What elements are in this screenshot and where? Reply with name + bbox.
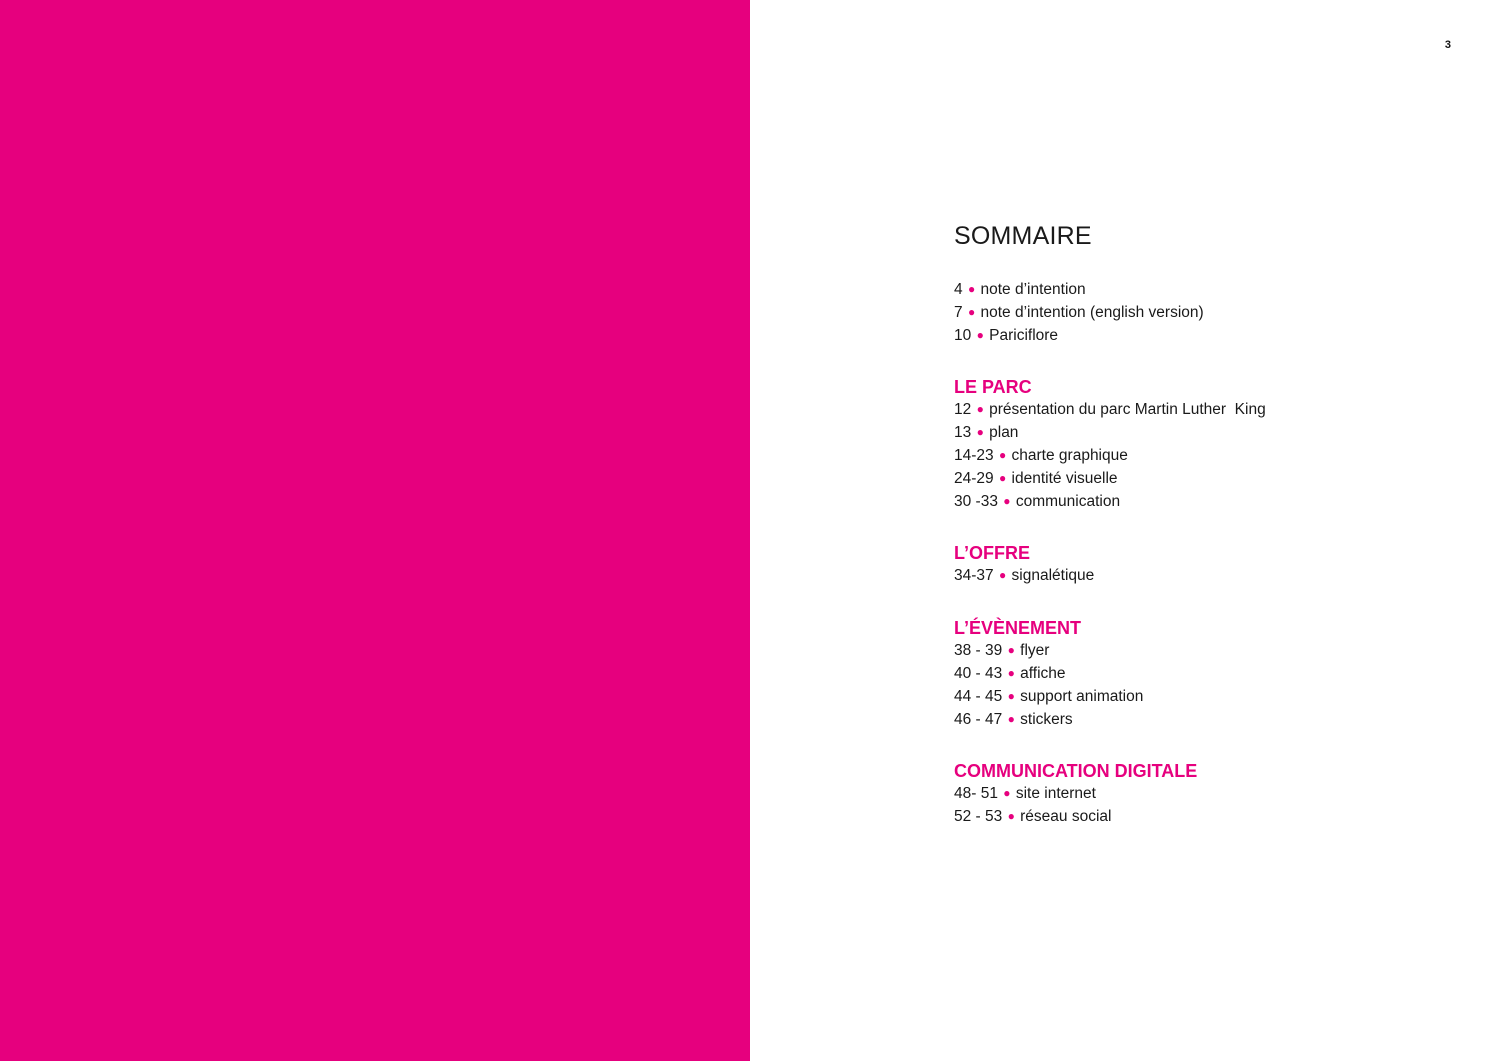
bullet-dot-icon: ● bbox=[998, 470, 1007, 485]
entry-label: stickers bbox=[1020, 710, 1073, 728]
entry-pages: 46 - 47 bbox=[954, 710, 1003, 728]
entry-label: site internet bbox=[1015, 785, 1096, 803]
bullet-dot-icon: ● bbox=[976, 425, 984, 440]
page-number: 3 bbox=[1444, 39, 1451, 51]
toc-section-l-evenement bbox=[954, 616, 1454, 731]
bullet-dot-icon: ● bbox=[1007, 711, 1015, 726]
toc-entry bbox=[954, 806, 1454, 829]
bullet-dot-icon: ● bbox=[1003, 493, 1011, 508]
bullet-dot-icon: ● bbox=[1007, 809, 1015, 824]
bullet-dot-icon: ● bbox=[967, 304, 976, 319]
toc-entry bbox=[954, 279, 1454, 302]
toc-entry bbox=[954, 468, 1454, 491]
toc-intro bbox=[954, 279, 1454, 347]
entry-pages: 24-29 bbox=[954, 469, 994, 487]
entry-pages: 48- 51 bbox=[954, 785, 998, 803]
bullet-dot-icon: ● bbox=[998, 568, 1007, 583]
toc-entry bbox=[954, 709, 1454, 732]
bullet-dot-icon: ● bbox=[1003, 786, 1011, 801]
entry-pages: 44 - 45 bbox=[954, 687, 1003, 705]
entry-pages: 34-37 bbox=[954, 567, 994, 585]
toc-entry bbox=[954, 491, 1454, 514]
bullet-dot-icon: ● bbox=[1007, 665, 1015, 680]
entry-label: réseau social bbox=[1020, 808, 1112, 826]
entry-label: charte graphique bbox=[1011, 446, 1128, 464]
bullet-dot-icon: ● bbox=[998, 447, 1007, 462]
right-page bbox=[750, 0, 1500, 1061]
toc-section-l-offre bbox=[954, 541, 1454, 588]
toc-entry bbox=[954, 663, 1454, 686]
entry-label: communication bbox=[1015, 492, 1121, 510]
entry-label: note d’intention bbox=[980, 281, 1086, 298]
bullet-dot-icon: ● bbox=[967, 282, 976, 296]
entry-pages: 52 - 53 bbox=[954, 808, 1003, 826]
entry-label: plan bbox=[989, 424, 1019, 442]
toc-entry bbox=[954, 399, 1454, 422]
entry-pages: 7 bbox=[954, 303, 963, 321]
table-of-contents bbox=[954, 220, 1454, 857]
section-heading: COMMUNICATION DIGITALE bbox=[954, 761, 1198, 782]
toc-entry bbox=[954, 783, 1454, 806]
entry-label: note d’intention (english version) bbox=[980, 303, 1204, 321]
entry-pages: 4 bbox=[954, 281, 963, 298]
entry-label: support animation bbox=[1020, 687, 1144, 705]
bullet-dot-icon: ● bbox=[976, 327, 984, 342]
section-heading: L’ÉVÈNEMENT bbox=[954, 618, 1082, 639]
entry-pages: 38 - 39 bbox=[954, 642, 1003, 660]
entry-label: présentation du parc Martin Luther King bbox=[989, 401, 1266, 419]
toc-entry bbox=[954, 422, 1454, 445]
toc-entry bbox=[954, 445, 1454, 468]
toc-entry bbox=[954, 565, 1454, 588]
section-heading: LE PARC bbox=[954, 377, 1032, 398]
bullet-dot-icon: ● bbox=[1007, 688, 1015, 703]
entry-pages: 14-23 bbox=[954, 446, 994, 464]
toc-section-communication-digitale bbox=[954, 759, 1454, 829]
entry-label: identité visuelle bbox=[1011, 469, 1118, 487]
bullet-dot-icon: ● bbox=[976, 402, 984, 417]
entry-pages: 12 bbox=[954, 401, 972, 419]
entry-pages: 30 -33 bbox=[954, 492, 998, 510]
entry-label: flyer bbox=[1020, 642, 1050, 660]
toc-entry bbox=[954, 640, 1454, 663]
entry-label: signalétique bbox=[1011, 567, 1095, 585]
entry-label: affiche bbox=[1020, 664, 1066, 682]
section-heading: L’OFFRE bbox=[954, 543, 1030, 564]
toc-entry bbox=[954, 325, 1454, 348]
toc-section-le-parc bbox=[954, 375, 1454, 513]
entry-pages: 40 - 43 bbox=[954, 664, 1003, 682]
entry-pages: 10 bbox=[954, 326, 972, 344]
entry-pages: 13 bbox=[954, 424, 972, 442]
toc-entry bbox=[954, 686, 1454, 709]
toc-title: SOMMAIRE bbox=[954, 222, 1092, 250]
toc-entry bbox=[954, 302, 1454, 325]
bullet-dot-icon: ● bbox=[1007, 643, 1015, 658]
entry-label: Pariciflore bbox=[989, 326, 1059, 344]
